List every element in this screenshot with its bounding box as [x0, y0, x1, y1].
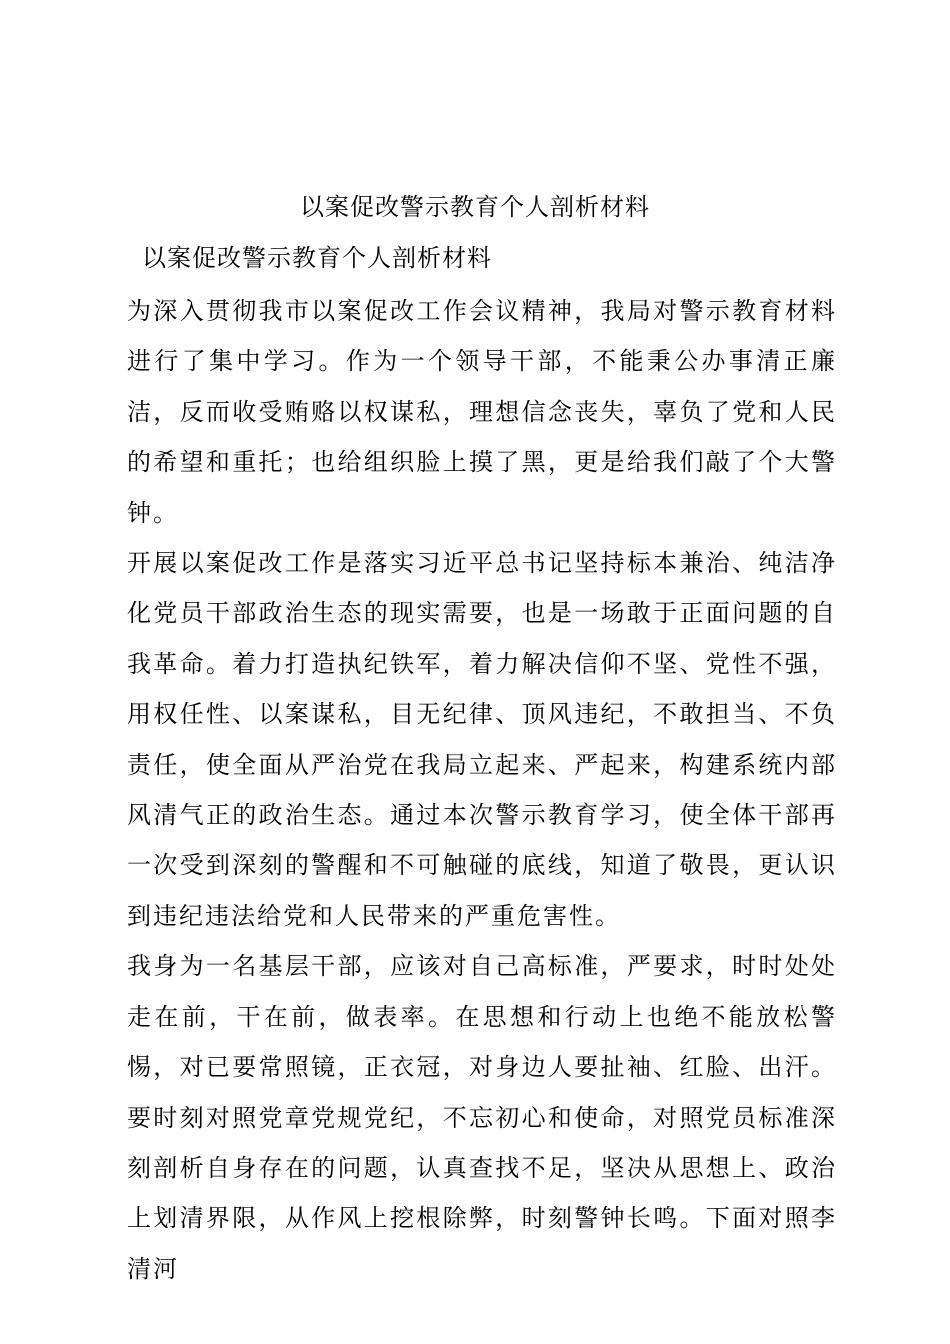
paragraph: 我身为一名基层干部，应该对自己高标准，严要求，时时处处走在前，干在前，做表率。在思想和行动上也绝不能放松警惕，对已要常照镜，正衣冠，对身边人要扯袖、红脸、出汗。要时刻对照党章党规党纪，不忘初心和使命，对照党员标准深刻剖析自身存在的问题，认真查找不足，坚决从思想上、政治上划清界限，从作风上挖根除弊，时刻警钟长鸣。下面对照李清河: [127, 952, 837, 1283]
document-subtitle: 以案促改警示教育个人剖析材料: [142, 244, 492, 272]
document-body: [127, 286, 837, 1294]
document-title: 以案促改警示教育个人剖析材料: [300, 193, 650, 221]
paragraph: 为深入贯彻我市以案促改工作会议精神，我局对警示教育材料进行了集中学习。作为一个领导干部，不能秉公办事清正廉洁，反而收受贿赂以权谋私，理想信念丧失，辜负了党和人民的希望和重托；也给组织脸上摸了黑，更是给我们敲了个大警钟。: [127, 297, 837, 527]
paragraph: 开展以案促改工作是落实习近平总书记坚持标本兼治、纯洁净化党员干部政治生态的现实需要，也是一场敢于正面问题的自我革命。着力打造执纪铁军，着力解决信仰不坚、党性不强，用权任性、以案谋私，目无纪律、顶风违纪，不敢担当、不负责任，使全面从严治党在我局立起来、严起来，构建系统内部风清气正的政治生态。通过本次警示教育学习，使全体干部再一次受到深刻的警醒和不可触碰的底线，知道了敬畏，更认识到违纪违法给党和人民带来的严重危害性。: [127, 549, 837, 930]
